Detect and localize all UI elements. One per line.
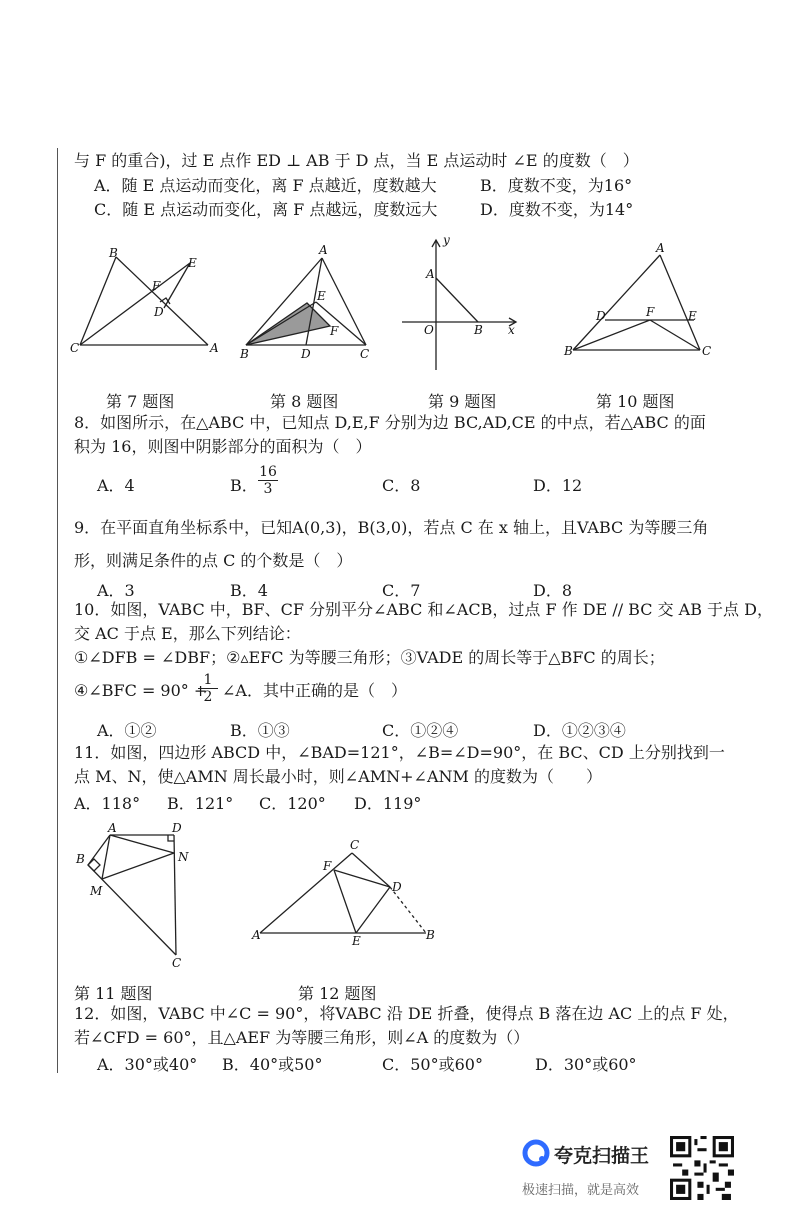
figure-7 (80, 257, 208, 345)
fig10-caption: 第 10 题图 (596, 392, 675, 411)
figures-row-2 (60, 815, 480, 975)
q10-option-b: B．①③ (230, 721, 290, 740)
figure-8 (246, 258, 366, 345)
fig7-label-b: B (109, 246, 118, 260)
fig8-label-c: C (360, 347, 370, 361)
fig11-label-a: A (108, 821, 117, 835)
fig11-label-d: D (172, 821, 182, 835)
fig9-label-y: y (443, 233, 450, 247)
q8-option-a: A．4 (97, 476, 135, 495)
fig9-label-a: A (426, 267, 435, 281)
fig8-label-e: E (317, 289, 326, 303)
figure-9 (402, 240, 516, 370)
fig11-caption: 第 11 题图 (74, 984, 153, 1003)
fig10-label-a: A (656, 241, 665, 255)
q8-option-c: C．8 (382, 476, 421, 495)
q9-option-a: A．3 (97, 581, 135, 600)
q7-option-b: B．度数不变，为16° (480, 176, 633, 195)
fig10-label-b: B (564, 344, 573, 358)
q8-option-b-denominator: 3 (263, 481, 273, 497)
q12-option-c: C．50°或60° (382, 1055, 483, 1074)
fig8-label-f: F (330, 324, 339, 338)
q11-stem-line-2: 点 M、N，使△AMN 周长最小时，则∠AMN+∠ANM 的度数为（ ） (74, 767, 602, 786)
fig12-label-c: C (350, 838, 360, 852)
q8-option-b-prefix: B． (230, 476, 258, 495)
qr-code-icon (670, 1136, 734, 1200)
q9-stem-line-2: 形，则满足条件的点 C 的个数是（ ） (74, 551, 353, 570)
brand-tagline: 极速扫描，就是高效 (522, 1183, 640, 1198)
q12-stem-line-1: 12．如图，VABC 中∠C = 90°，将VABC 沿 DE 折叠，使得点 B 落在边 AC 上的点 F 处， (74, 1004, 739, 1023)
q12-option-b: B．40°或50° (222, 1055, 323, 1074)
fig7-label-c: C (70, 341, 80, 355)
q10-stem-line-1: 10．如图，VABC 中，BF、CF 分别平分∠ABC 和∠ACB，过点 F 作 DE // BC 交 AB 于点 D， (74, 600, 773, 619)
margin-rule (57, 148, 58, 1073)
q10-stem-line-4-prefix: ④∠BFC = 90° + (74, 681, 208, 700)
q10-fraction-numerator: 1 (198, 672, 218, 689)
fig7-label-f: F (152, 279, 161, 293)
q12-stem-line-2: 若∠CFD = 60°，且△AEF 为等腰三角形，则∠A 的度数为（） (74, 1028, 530, 1047)
q10-stem-line-3: ①∠DFB = ∠DBF；②▵EFC 为等腰三角形；③VADE 的周长等于△BFC 的周长； (74, 648, 665, 667)
fig12-label-d: D (392, 880, 402, 894)
q11-option-d: D．119° (354, 794, 422, 813)
quark-logo-icon (522, 1139, 550, 1167)
fig9-label-o: O (424, 323, 434, 337)
fig12-caption: 第 12 题图 (298, 984, 377, 1003)
fig10-label-c: C (702, 344, 712, 358)
q9-option-d: D．8 (533, 581, 573, 600)
fig11-label-c: C (172, 956, 182, 970)
fig11-label-b: B (76, 852, 85, 866)
q7-option-d: D．度数不变，为14° (480, 200, 634, 219)
fig9-label-x: x (508, 323, 515, 337)
q8-option-b-fraction (258, 464, 278, 497)
fig9-label-b: B (474, 323, 483, 337)
fig11-label-m: M (90, 884, 103, 898)
q7-option-a: A．随 E 点运动而变化，离 F 点越近，度数越大 (94, 176, 437, 195)
q10-stem-line-2: 交 AC 于点 E，那么下列结论： (74, 624, 301, 643)
q11-option-b: B．121° (167, 794, 234, 813)
fig12-label-b: B (426, 928, 435, 942)
figures-row-1 (60, 230, 760, 370)
fig10-label-f: F (646, 305, 655, 319)
q9-option-b: B．4 (230, 581, 268, 600)
q10-fraction-denominator: 2 (203, 689, 213, 705)
q8-stem-line-2: 积为 16，则图中阴影部分的面积为（ ） (74, 437, 372, 456)
fig10-label-e: E (688, 309, 697, 323)
fig12-label-f: F (323, 859, 332, 873)
q10-stem-line-4-suffix: ∠A．其中正确的是（ ） (222, 681, 407, 700)
q9-stem-line-1: 9．在平面直角坐标系中，已知A(0,3)，B(3,0)，若点 C 在 x 轴上，且VABC 为等腰三角 (74, 518, 709, 537)
q10-fraction-half (198, 672, 218, 705)
fig7-label-a: A (210, 341, 219, 355)
brand-name: 夸克扫描王 (554, 1145, 650, 1167)
fig8-label-a: A (319, 243, 328, 257)
fig9-caption: 第 9 题图 (428, 392, 497, 411)
fig12-label-e: E (352, 934, 361, 948)
fig8-label-d: D (301, 347, 311, 361)
fig8-caption: 第 8 题图 (270, 392, 339, 411)
q8-option-d: D．12 (533, 476, 583, 495)
q11-option-c: C．120° (259, 794, 326, 813)
fig7-label-e: E (188, 256, 197, 270)
fig12-label-a: A (252, 928, 261, 942)
q10-option-a: A．①② (97, 721, 157, 740)
q7-option-c: C．随 E 点运动而变化，离 F 点越远，度数远大 (94, 200, 438, 219)
figure-10 (573, 255, 700, 350)
q8-stem-line-1: 8．如图所示，在△ABC 中，已知点 D,E,F 分别为边 BC,AD,CE 的中点，若△ABC 的面 (74, 413, 706, 432)
fig10-label-d: D (596, 309, 606, 323)
fig7-label-d: D (154, 305, 164, 319)
q10-option-d: D．①②③④ (533, 721, 626, 740)
fig8-label-b: B (240, 347, 249, 361)
q12-option-a: A．30°或40° (97, 1055, 198, 1074)
q8-option-b-numerator: 16 (259, 464, 277, 480)
q9-option-c: C．7 (382, 581, 421, 600)
fig7-caption: 第 7 题图 (106, 392, 175, 411)
fig11-label-n: N (178, 850, 189, 864)
q12-option-d: D．30°或60° (535, 1055, 637, 1074)
q10-option-c: C．①②④ (382, 721, 459, 740)
q7-stem: 与 F 的重合)，过 E 点作 ED ⊥ AB 于 D 点，当 E 点运动时 ∠E 的度数（ ） (74, 151, 639, 170)
q11-stem-line-1: 11．如图，四边形 ABCD 中，∠BAD=121°，∠B=∠D=90°，在 BC、CD 上分别找到一 (74, 743, 725, 762)
q11-option-a: A．118° (74, 794, 141, 813)
